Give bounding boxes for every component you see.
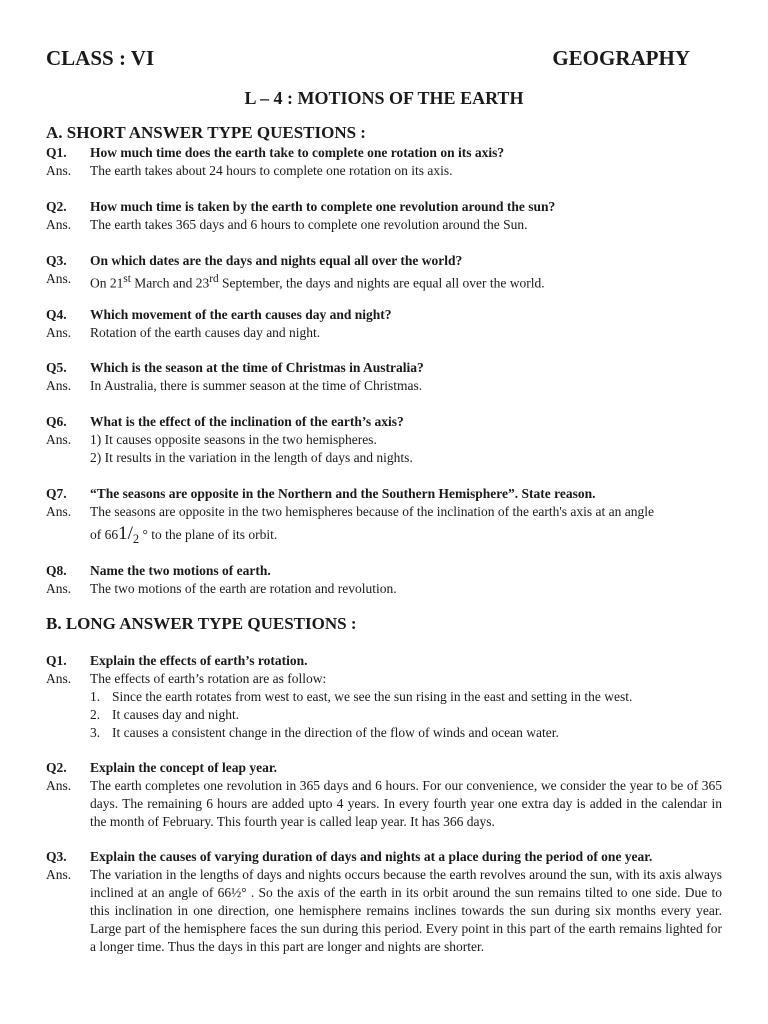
answer-row — [46, 777, 722, 831]
question-label: Q1. — [46, 145, 67, 160]
list-item — [46, 724, 722, 742]
answer-label: Ans. — [46, 671, 72, 686]
answer-row — [46, 216, 722, 234]
question-row — [46, 652, 722, 670]
question-text: Explain the effects of earth’s rotation. — [90, 653, 308, 668]
answer-label: Ans. — [46, 325, 72, 340]
answer-label: Ans. — [46, 504, 72, 519]
fraction-numerator: 1 — [118, 523, 128, 544]
answer-part: On 21 — [90, 275, 124, 291]
answer-label: Ans. — [46, 867, 72, 882]
list-text: It causes day and night. — [112, 707, 240, 722]
qa-block-a6 — [46, 413, 722, 467]
answer-part: ° to the plane of its orbit. — [139, 527, 278, 542]
answer-row — [46, 431, 722, 449]
answer-text — [90, 270, 722, 293]
answer-row — [46, 503, 722, 521]
qa-block-a8 — [46, 562, 722, 598]
question-text: Explain the concept of leap year. — [90, 760, 277, 775]
question-label: Q2. — [46, 760, 67, 775]
answer-label: Ans. — [46, 271, 72, 286]
question-row — [46, 306, 722, 324]
answer-part: March and 23 — [130, 275, 210, 291]
question-row — [46, 562, 722, 580]
answer-text: The earth completes one revolution in 365 days and 6 hours. For our convenience, we consider the year to be of 365 days. The remaining 6 hours are added upto 4 years. In every fourth year one extra day is added in the calendar in the month of February. This fourth year is called leap year. It has 366 days. — [90, 778, 722, 829]
question-text: “The seasons are opposite in the Northern and the Southern Hemisphere”. State reason. — [90, 486, 596, 501]
answer-row — [46, 162, 722, 180]
question-label: Q5. — [46, 360, 67, 375]
question-label: Q3. — [46, 253, 67, 268]
answer-text: The two motions of the earth are rotation and revolution. — [90, 581, 397, 596]
question-text: How much time does the earth take to complete one rotation on its axis? — [90, 145, 505, 160]
answer-part: September, the days and nights are equal all over the world. — [218, 275, 545, 291]
answer-text — [90, 525, 722, 548]
question-row — [46, 359, 722, 377]
answer-label: Ans. — [46, 432, 72, 447]
answer-text: The earth takes 365 days and 6 hours to complete one revolution around the Sun. — [90, 217, 528, 232]
question-label: Q2. — [46, 199, 67, 214]
question-row — [46, 252, 722, 270]
section-a-title: A. SHORT ANSWER TYPE QUESTIONS : — [46, 123, 366, 142]
question-row — [46, 198, 722, 216]
list-number: 1. — [90, 689, 101, 704]
answer-text: The earth takes about 24 hours to complete one rotation on its axis. — [90, 163, 453, 178]
question-label: Q7. — [46, 486, 67, 501]
answer-text: The effects of earth’s rotation are as follow: — [90, 671, 327, 686]
answer-label: Ans. — [46, 581, 72, 596]
question-text: Which movement of the earth causes day and night? — [90, 307, 392, 322]
qa-block-b2 — [46, 759, 722, 831]
answer-text: 2) It results in the variation in the length of days and nights. — [90, 450, 413, 465]
answer-row — [46, 580, 722, 598]
answer-row — [46, 866, 722, 956]
question-text: How much time is taken by the earth to complete one revolution around the sun? — [90, 199, 556, 214]
answer-row — [46, 377, 722, 395]
question-text: What is the effect of the inclination of the earth’s axis? — [90, 414, 404, 429]
answer-text: 1) It causes opposite seasons in the two hemispheres. — [90, 432, 377, 447]
lesson-title: L – 4 : MOTIONS OF THE EARTH — [244, 88, 524, 108]
question-row — [46, 485, 722, 503]
question-row — [46, 413, 722, 431]
answer-row — [46, 270, 722, 293]
answer-row — [46, 449, 722, 467]
question-label: Q6. — [46, 414, 67, 429]
question-label: Q8. — [46, 563, 67, 578]
answer-label: Ans. — [46, 778, 72, 793]
angle-fraction — [118, 523, 140, 546]
qa-block-a7 — [46, 485, 722, 548]
qa-block-b3 — [46, 848, 722, 956]
question-label: Q1. — [46, 653, 67, 668]
superscript: st — [123, 273, 131, 285]
question-text: Explain the causes of varying duration of days and nights at a place during the period of one year. — [90, 849, 653, 864]
question-label: Q4. — [46, 307, 67, 322]
list-number: 3. — [90, 725, 101, 740]
answer-row — [46, 324, 722, 342]
class-label: CLASS : VI — [46, 46, 155, 70]
answer-row — [46, 670, 722, 688]
list-text: It causes a consistent change in the direction of the flow of winds and ocean water. — [112, 725, 559, 740]
qa-block-a5 — [46, 359, 722, 395]
list-item — [46, 706, 722, 724]
question-row — [46, 144, 722, 162]
qa-block-a2 — [46, 198, 722, 234]
answer-text: In Australia, there is summer season at the time of Christmas. — [90, 378, 423, 393]
answer-label: Ans. — [46, 378, 72, 393]
answer-text: The variation in the lengths of days and nights occurs because the earth revolves around the sun, with its axis always inclined at an angle of 66½° . So the axis of the earth in its orbit around the sun remains tilted to one side. Due to this inclination in one direction, one hemisphere remains inclines towards the sun during six months every year. Large part of the hemisphere faces the sun during this period. Every point in this part of the earth remains lighted for a longer time. Thus the days in this part are longer and nights are shorter. — [90, 867, 722, 954]
answer-part: of 66 — [90, 527, 119, 542]
fraction-slash: / — [127, 523, 133, 544]
page-header — [46, 46, 690, 76]
qa-block-a1 — [46, 144, 722, 180]
list-number: 2. — [90, 707, 101, 722]
answer-row — [46, 525, 722, 548]
answer-label: Ans. — [46, 163, 72, 178]
list-item — [46, 688, 722, 706]
qa-block-a4 — [46, 306, 722, 342]
answer-text: The seasons are opposite in the two hemispheres because of the inclination of the earth's axis at an angle — [90, 504, 655, 519]
section-b-title: B. LONG ANSWER TYPE QUESTIONS : — [46, 614, 357, 633]
question-text: Name the two motions of earth. — [90, 563, 271, 578]
superscript: rd — [209, 273, 219, 285]
question-row — [46, 848, 722, 866]
answer-label: Ans. — [46, 217, 72, 232]
question-label: Q3. — [46, 849, 67, 864]
subject-label: GEOGRAPHY — [552, 46, 690, 70]
question-text: On which dates are the days and nights equal all over the world? — [90, 253, 463, 268]
fraction-denominator: 2 — [132, 532, 140, 546]
answer-text: Rotation of the earth causes day and night. — [90, 325, 321, 340]
question-text: Which is the season at the time of Christmas in Australia? — [90, 360, 424, 375]
question-row — [46, 759, 722, 777]
qa-block-a3 — [46, 252, 722, 293]
qa-block-b1 — [46, 652, 722, 742]
list-text: Since the earth rotates from west to east, we see the sun rising in the east and setting in the west. — [112, 689, 633, 704]
